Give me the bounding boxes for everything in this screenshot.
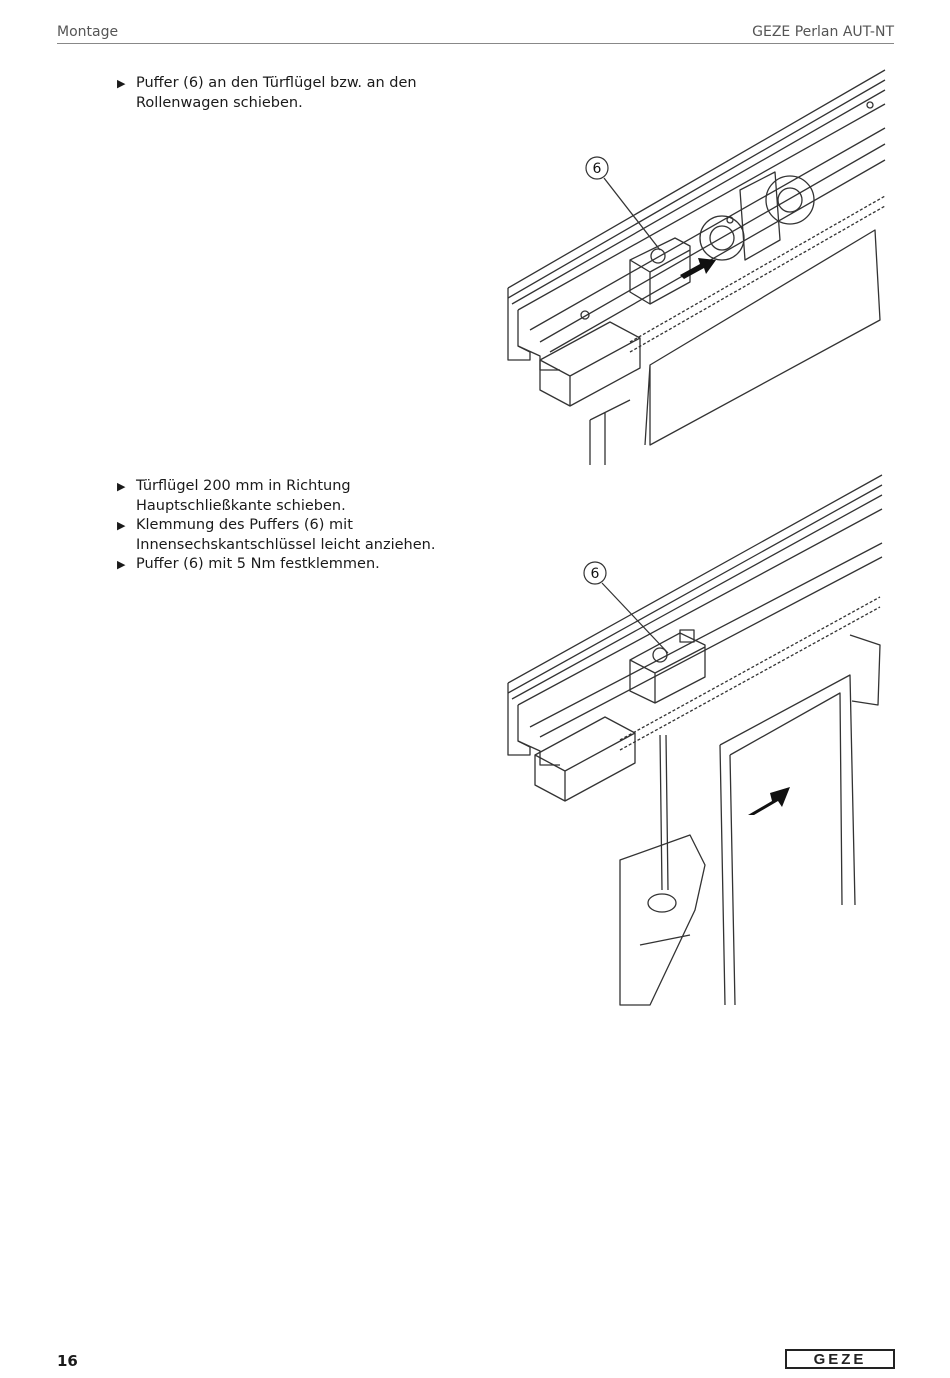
instruction-step (117, 74, 466, 113)
triangle-bullet-icon: ▶ (117, 558, 126, 571)
push-arrow-icon (680, 258, 716, 279)
puffer-installation-figure-2 (490, 465, 890, 1010)
instruction-step (117, 477, 466, 516)
rail-top-edge (508, 70, 885, 310)
page-header-product: GEZE Perlan AUT-NT (752, 24, 894, 40)
logo-text: GEZE (813, 1351, 867, 1368)
roller-2 (766, 176, 814, 224)
instruction-step (117, 555, 466, 575)
instruction-step (117, 516, 466, 555)
rail-lower-guide (530, 543, 882, 737)
push-arrow-icon (748, 787, 790, 815)
toothed-belt (630, 196, 885, 352)
carriage-block (540, 322, 640, 406)
carriage-block (535, 717, 635, 801)
puffer-installation-figure-1 (490, 60, 890, 465)
callout-label: 6 (590, 566, 600, 582)
instruction-text: Puffer (6) an den Türflügel bzw. an den Rollenwagen schieben. (136, 75, 417, 111)
header-rule (57, 43, 894, 44)
puffer-screw (651, 249, 665, 263)
instruction-text: Puffer (6) mit 5 Nm festklemmen. (136, 556, 380, 572)
callout-leader (604, 178, 660, 250)
rail-top-edge (508, 475, 882, 705)
page-number: 16 (57, 1352, 78, 1370)
rail-body (508, 683, 530, 755)
instruction-text: Klemmung des Puffers (6) mit Innensechskantschlüssel leicht anziehen. (136, 517, 436, 553)
triangle-bullet-icon: ▶ (117, 519, 126, 532)
instruction-text: Türflügel 200 mm in Richtung Hauptschließkante schieben. (136, 478, 351, 514)
instruction-list-1 (117, 74, 466, 113)
callout-label: 6 (592, 161, 602, 177)
puffer-block (630, 633, 705, 703)
triangle-bullet-icon: ▶ (117, 77, 126, 90)
page-header-section: Montage (57, 24, 119, 40)
puffer-block (630, 238, 690, 304)
hex-key (660, 735, 668, 890)
geze-logo (785, 1349, 895, 1369)
toothed-belt (620, 597, 880, 750)
rail-body (508, 288, 530, 360)
triangle-bullet-icon: ▶ (117, 480, 126, 493)
instruction-list-2 (117, 477, 466, 575)
hex-key-handle (620, 835, 705, 1005)
door-frame (720, 675, 855, 1005)
